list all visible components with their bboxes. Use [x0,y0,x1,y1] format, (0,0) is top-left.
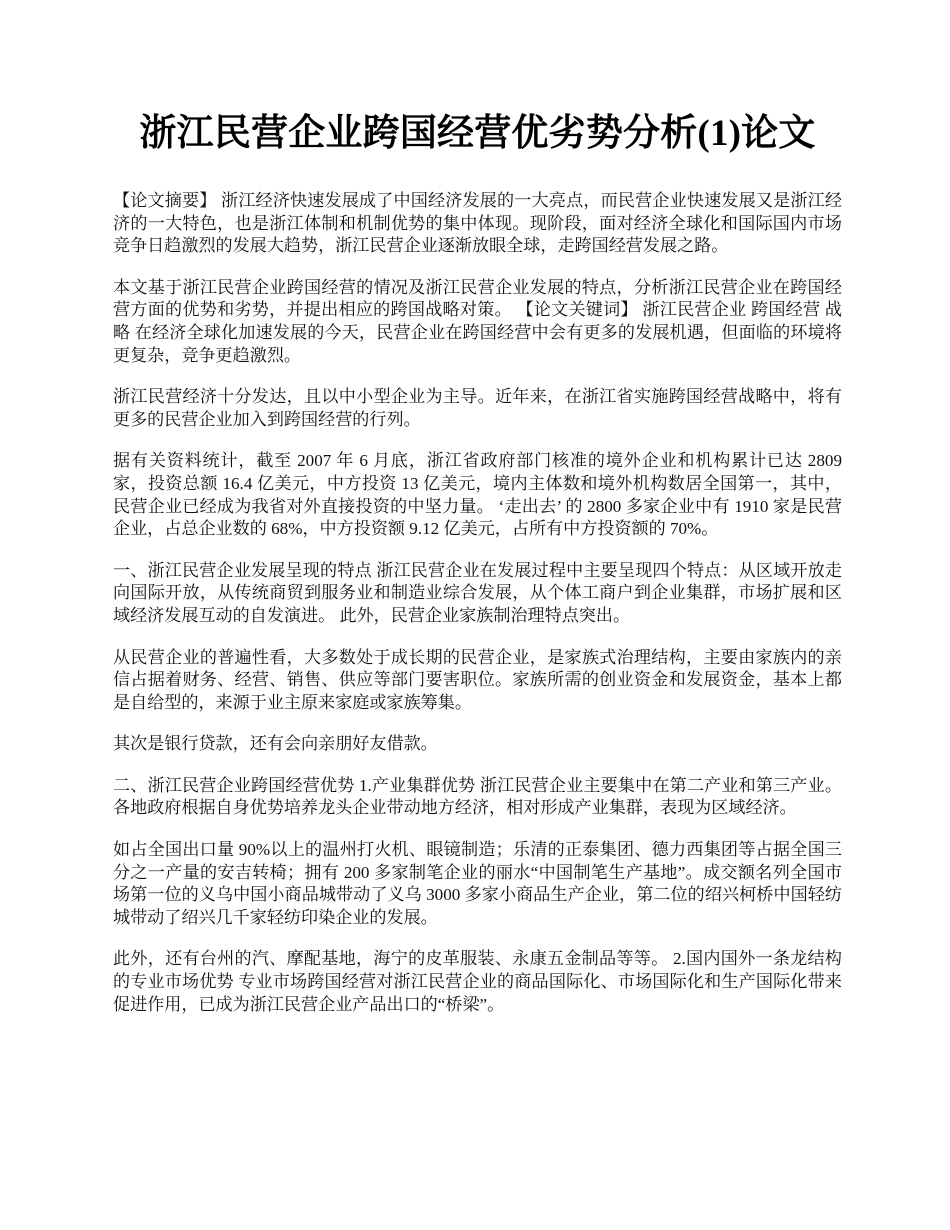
paragraph-abstract: 【论文摘要】 浙江经济快速发展成了中国经济发展的一大亮点，而民营企业快速发展又是浙江经济的一大特色，也是浙江体制和机制优势的集中体现。现阶段，面对经济全球化和国际国内市场竞争日趋激烈的发展大趋势，浙江民营企业逐渐放眼全球，走跨国经营发展之路。 [113,191,842,256]
paragraph: 如占全国出口量 90%以上的温州打火机、眼镜制造；乐清的正泰集团、德力西集团等占据全国三分之一产量的安吉转椅；拥有 200 多家制笔企业的丽水“中国制笔生产基地”。成交额名列全国市场第一位的义乌中国小商品城带动了义乌 3000 多家小商品生产企业，第二位的绍兴柯桥中国轻纺城带动了绍兴几千家轻纺印染企业的发展。 [113,840,842,927]
paragraph-section-one: 一、浙江民营企业发展呈现的特点 浙江民营企业在发展过程中主要呈现四个特点：从区域开放走向国际开放，从传统商贸到服务业和制造业综合发展，从个体工商户到企业集群，市场扩展和区域经济发展互动的自发演进。 此外，民营企业家族制治理特点突出。 [113,560,842,625]
paragraph-section-two: 二、浙江民营企业跨国经营优势 1.产业集群优势 浙江民营企业主要集中在第二产业和第三产业。各地政府根据自身优势培养龙头企业带动地方经济，相对形成产业集群，表现为区域经济。 [113,775,842,818]
paragraph-statistics: 据有关资料统计，截至 2007 年 6 月底，浙江省政府部门核准的境外企业和机构累计已达 2809 家，投资总额 16.4 亿美元，中方投资 13 亿美元，境内主体数和境外机构数居全国第一，其中，民营企业已经成为我省对外直接投资的中坚力量。 ‘走出去’ 的 2800 多家企业中有 1910 家是民营企业，占总企业数的 68%，中方投资额 9.12 亿美元，占所有中方投资额的 70%。 [113,451,842,539]
paragraph: 此外，还有台州的汽、摩配基地，海宁的皮革服装、永康五金制品等等。 2.国内国外一条龙结构的专业市场优势 专业市场跨国经营对浙江民营企业的商品国际化、市场国际化和生产国际化带来促进作用，已成为浙江民营企业产品出口的“桥梁”。 [113,949,842,1014]
paragraph: 其次是银行贷款，还有会向亲朋好友借款。 [113,734,438,754]
paragraph-keywords: 本文基于浙江民营企业跨国经营的情况及浙江民营企业发展的特点，分析浙江民营企业在跨国经营方面的优势和劣势，并提出相应的跨国战略对策。 【论文关键词】 浙江民营企业 跨国经营 战略 在经济全球化加速发展的今天，民营企业在跨国经营中会有更多的发展机遇，但面临的环境将更复杂，竞争更趋激烈。 [113,277,842,365]
paragraph: 浙江民营经济十分发达，且以中小型企业为主导。近年来，在浙江省实施跨国经营战略中，将有更多的民营企业加入到跨国经营的行列。 [113,387,842,429]
document-title: 浙江民营企业跨国经营优劣势分析(1)论文 [139,113,816,154]
paragraph: 从民营企业的普遍性看，大多数处于成长期的民营企业，是家族式治理结构，主要由家族内的亲信占据着财务、经营、销售、供应等部门要害职位。家族所需的创业资金和发展资金，基本上都是自给型的，来源于业主原来家庭或家族筹集。 [113,647,842,712]
